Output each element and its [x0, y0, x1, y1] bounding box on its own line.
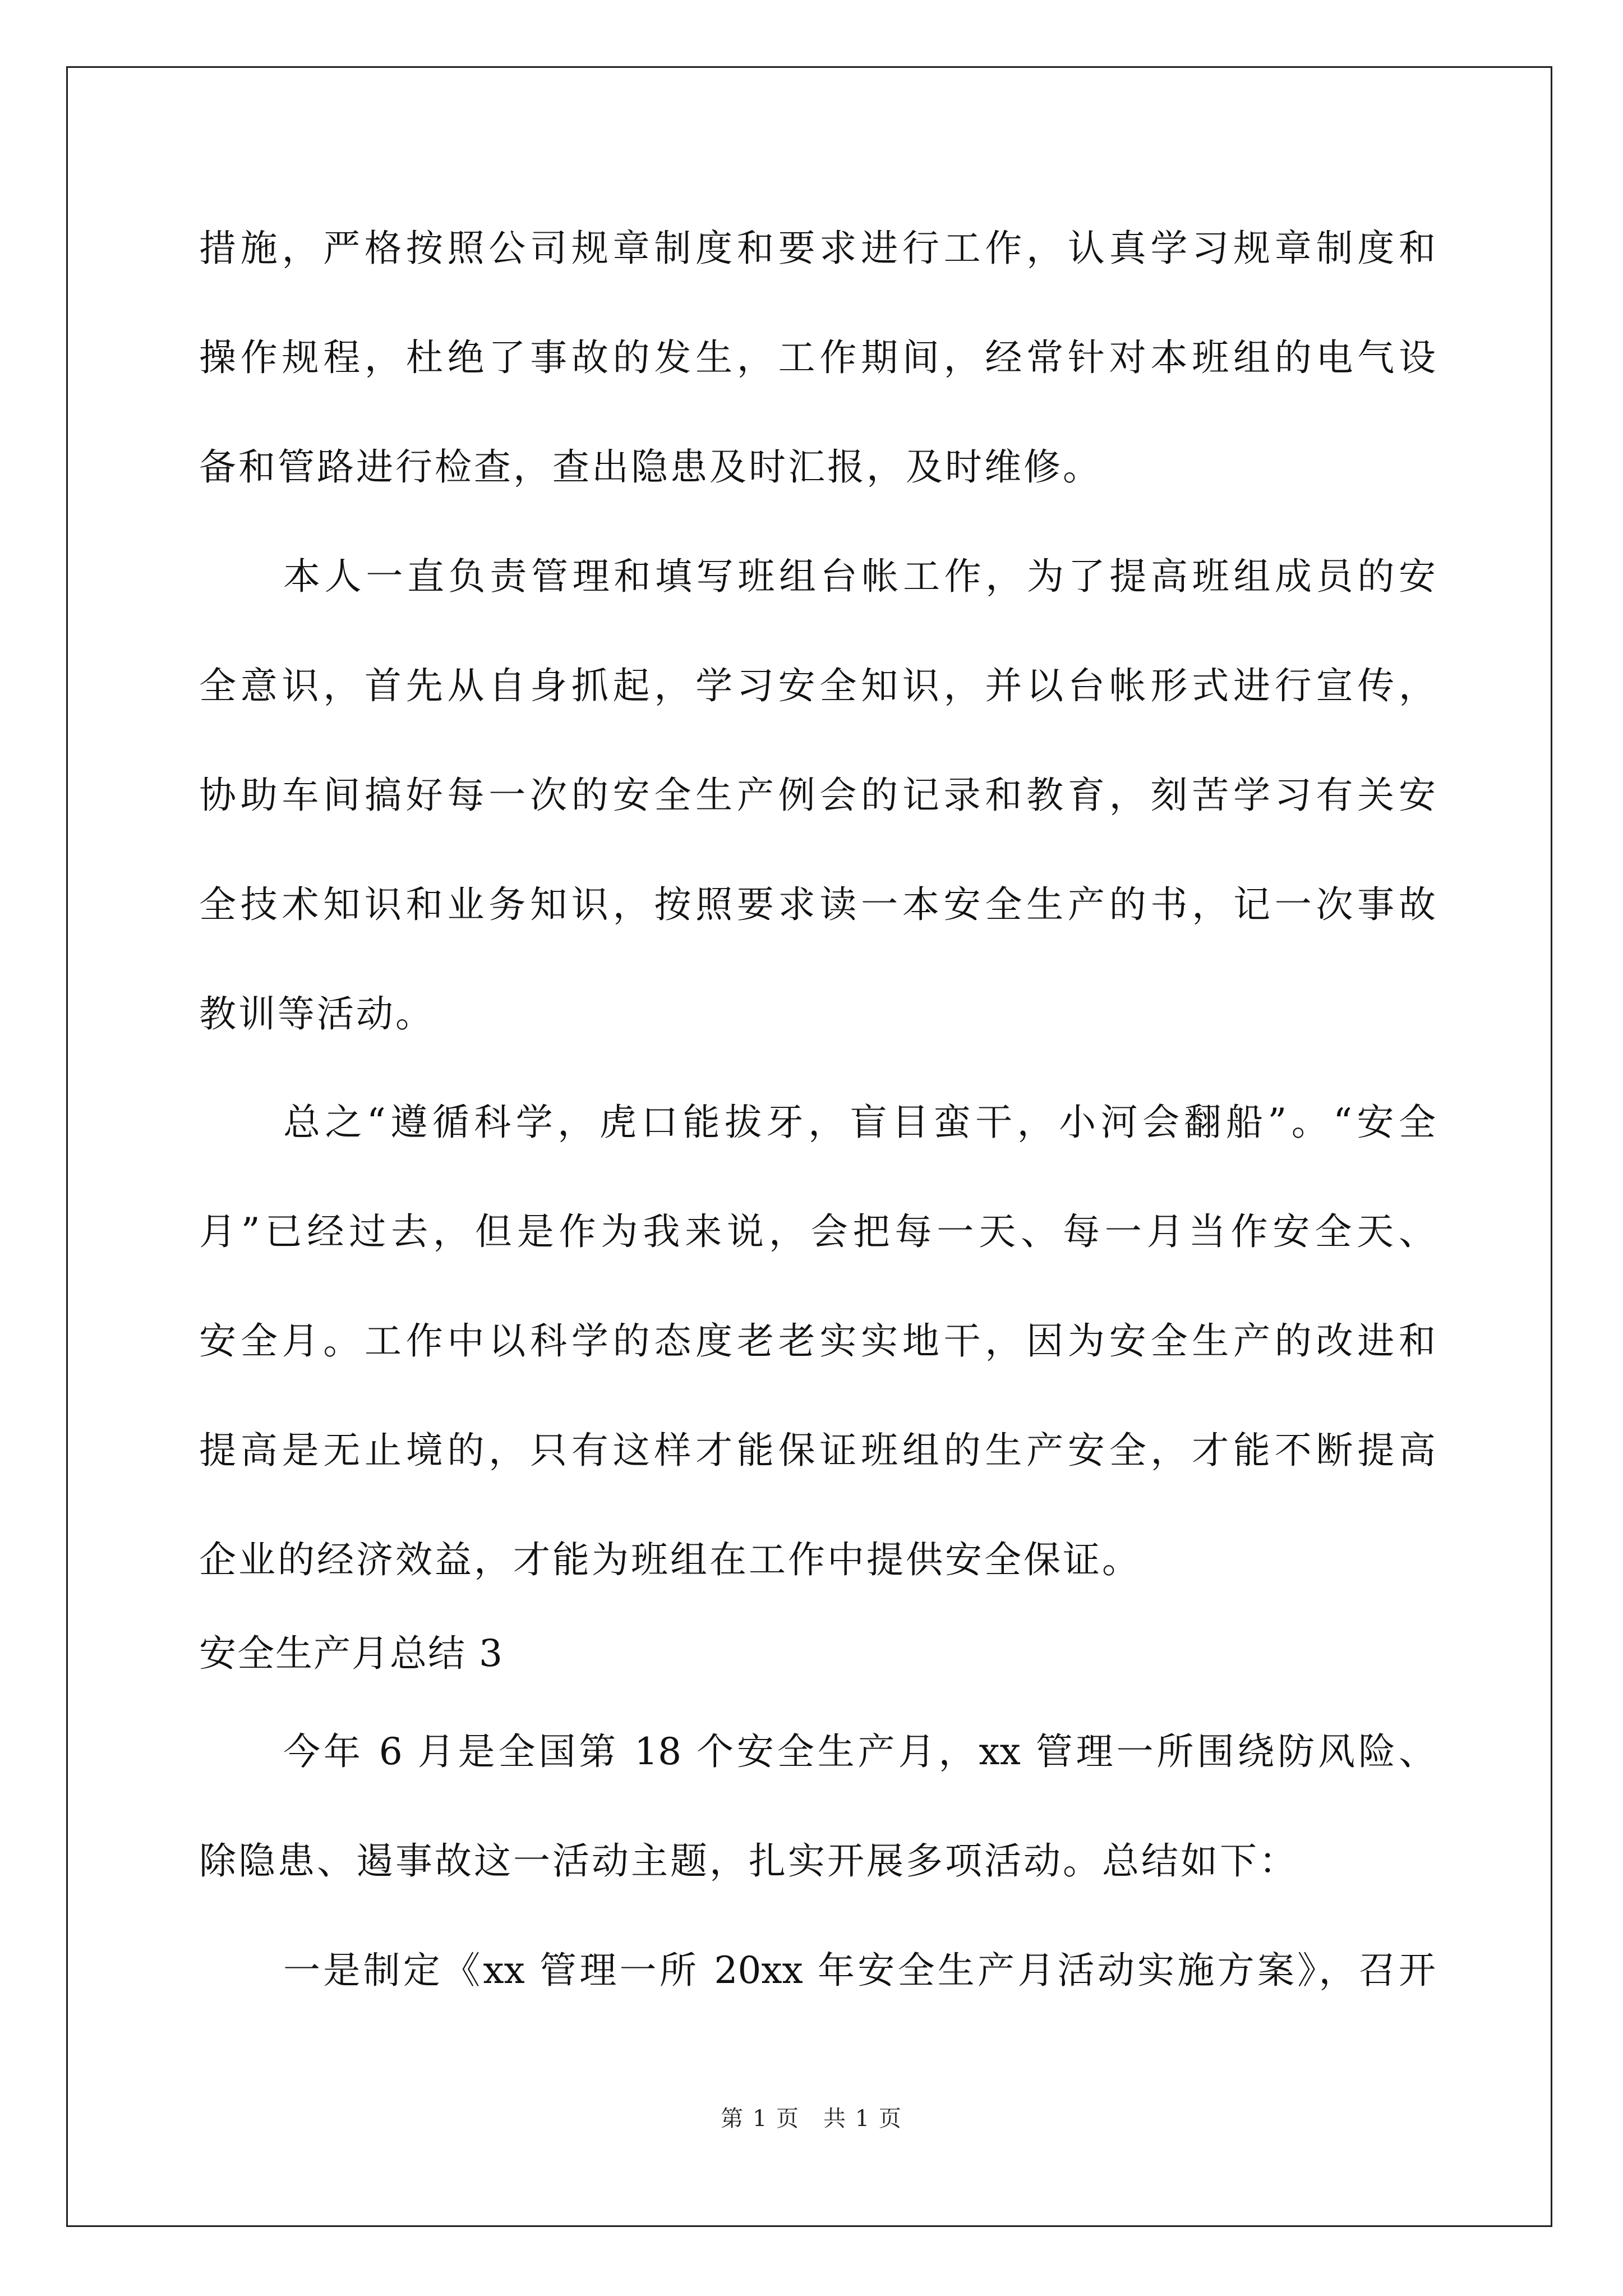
paragraph-line: 协助车间搞好每一次的安全生产例会的记录和教育，刻苦学习有关安 — [199, 774, 1436, 817]
paragraph-line: 全技术知识和业务知识，按照要求读一本安全生产的书，记一次事故 — [199, 883, 1436, 926]
paragraph-line: 月”已经过去，但是作为我来说，会把每一天、每一月当作安全天、 — [199, 1210, 1436, 1253]
paragraph-line: 提高是无止境的，只有这样才能保证班组的生产安全，才能不断提高 — [199, 1429, 1436, 1472]
paragraph-line: 操作规程，杜绝了事故的发生，工作期间，经常针对本班组的电气设 — [199, 336, 1436, 379]
paragraph-line: 除隐患、遏事故这一活动主题，扎实开展多项活动。总结如下： — [199, 1839, 1298, 1883]
paragraph-line: 总之“遵循科学，虎口能拔牙，盲目蛮干，小河会翻船”。“安全 — [283, 1101, 1436, 1144]
page-border — [66, 66, 1552, 2227]
section-heading: 安全生产月总结 3 — [199, 1632, 504, 1675]
paragraph-line: 全意识，首先从自身抓起，学习安全知识，并以台帐形式进行宣传， — [199, 664, 1436, 707]
paragraph-line: 企业的经济效益，才能为班组在工作中提供安全保证。 — [199, 1538, 1141, 1581]
paragraph-line: 今年 6 月是全国第 18 个安全生产月，xx 管理一所围绕防风险、 — [283, 1730, 1436, 1773]
paragraph-line: 安全月。工作中以科学的态度老老实实地干，因为安全生产的改进和 — [199, 1319, 1436, 1363]
page-number-footer: 第 1 页 共 1 页 — [721, 2106, 902, 2132]
paragraph-line: 一是制定《xx 管理一所 20xx 年安全生产月活动实施方案》，召开 — [283, 1949, 1436, 1992]
paragraph-line: 备和管路进行检查，查出隐患及时汇报，及时维修。 — [199, 445, 1102, 489]
paragraph-line: 措施，严格按照公司规章制度和要求进行工作，认真学习规章制度和 — [199, 227, 1436, 270]
paragraph-line: 教训等活动。 — [199, 992, 435, 1036]
paragraph-line: 本人一直负责管理和填写班组台帐工作，为了提高班组成员的安 — [283, 555, 1436, 598]
